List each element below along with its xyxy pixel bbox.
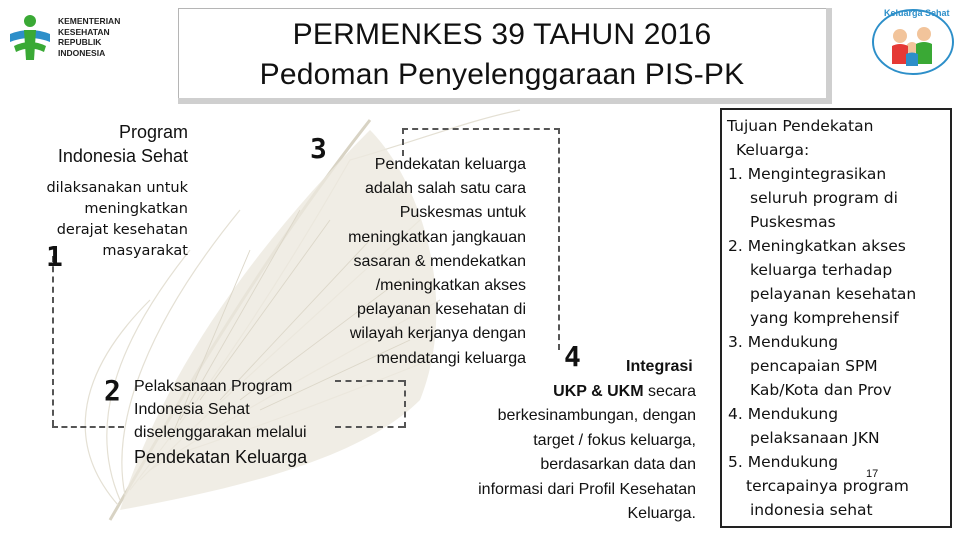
item3-line-4: meningkatkan jangkauan [348,228,526,246]
item2-line-1: Pelaksanaan Program [134,378,293,395]
tujuan-line-3: Puskesmas [750,213,836,231]
kemenkes-logo [6,12,141,64]
tujuan-line-15: indonesia sehat [750,501,873,519]
item4-line-1-rest: secara [643,383,696,400]
logo-line-2: KESEHATAN [58,26,110,37]
item3-line-9: mendatangi keluarga [376,349,526,367]
item4-body [430,380,696,526]
dashed-border-item1-left [52,256,54,426]
tujuan-line-6: pelayanan kesehatan [750,285,917,303]
item3-line-5: sasaran & mendekatkan [353,252,526,270]
logo-line-4: INDONESIA [58,47,106,58]
dashed-border-item3-left [402,128,404,156]
item1-body-line-4: masyarakat [102,243,188,259]
item4-line-3: target / fokus keluarga, [533,431,696,449]
item1-body-line-2: meningkatkan [84,201,188,217]
item3-line-7: pelayanan kesehatan di [356,301,526,319]
tujuan-line-14: tercapainya program [746,477,909,495]
tujuan-title-line-2: Keluarga: [736,141,810,159]
tujuan-line-11: 4. Mendukung [728,405,839,423]
tujuan-line-9: pencapaian SPM [750,357,878,375]
title-box [178,8,832,104]
item4-line-6: Keluarga. [627,505,696,523]
item2-body [134,375,307,469]
logo-line-1: KEMENTERIAN [58,16,121,26]
dashed-border-item2-bottom [335,426,404,428]
tujuan-line-7: yang komprehensif [750,309,899,327]
tujuan-line-10: Kab/Kota dan Prov [750,381,892,399]
item2-number: 2 [104,374,121,407]
kemenkes-emblem-icon [6,12,54,64]
item3-line-8: wilayah kerjanya dengan [349,325,526,343]
item4-line-1 [430,380,696,404]
item2-emphasis: Pendekatan Keluarga [134,447,308,467]
item4-heading: Integrasi [626,358,693,375]
tujuan-line-5: keluarga terhadap [750,261,893,279]
tujuan-line-4: 2. Meningkatkan akses [728,237,906,255]
item2-line-2: Indonesia Sehat [134,401,250,418]
tujuan-line-2: seluruh program di [750,189,898,207]
dashed-border-item2-right [404,380,406,428]
dashed-border-item2-top [335,380,404,382]
item4-number: 4 [564,340,581,373]
item1-body-line-3: derajat kesehatan [56,222,188,238]
page-number: 17 [866,468,879,480]
tujuan-title-line-1: Tujuan Pendekatan [727,117,874,135]
tujuan-line-1: 1. Mengintegrasikan [728,165,887,183]
item3-line-1: Pendekatan keluarga [374,156,526,173]
item3-line-6: /meningkatkan akses [375,277,526,295]
item3-number: 3 [310,132,327,165]
item1-body-line-1: dilaksanakan untuk [46,180,188,196]
item1-number: 1 [46,240,63,273]
item3-line-2: adalah salah satu cara [365,180,526,198]
tujuan-line-13: 5. Mendukung [728,453,839,471]
item4-line-5: informasi dari Profil Kesehatan [478,480,696,498]
item3-line-3: Puskesmas untuk [399,204,526,222]
tujuan-line-8: 3. Mendukung [728,333,839,351]
tujuan-line-12: pelaksanaan JKN [750,429,880,447]
item4-line-1-bold: UKP & UKM [553,383,644,400]
item3-body [300,153,526,371]
item4-line-4: berdasarkan data dan [540,456,696,474]
logo-line-3: REPUBLIK [58,37,102,47]
item1-heading [20,120,188,168]
title-line-1: PERMENKES 39 TAHUN 2016 [292,18,712,51]
item2-line-3: diselenggarakan melalui [134,424,307,441]
item4-line-2: berkesinambungan, dengan [497,407,696,425]
keluarga-sehat-logo [870,6,956,76]
dashed-border-item3-right [558,128,560,350]
title-line-2: Pedoman Penyelenggaraan PIS-PK [259,58,745,91]
item1-heading-line-1: Program [118,122,188,142]
dashed-border-item3-top [402,128,560,130]
item1-heading-line-2: Indonesia Sehat [57,146,188,166]
dashed-border-item1-bottom [52,426,124,428]
logo-right-text: Keluarga Sehat [884,8,950,18]
